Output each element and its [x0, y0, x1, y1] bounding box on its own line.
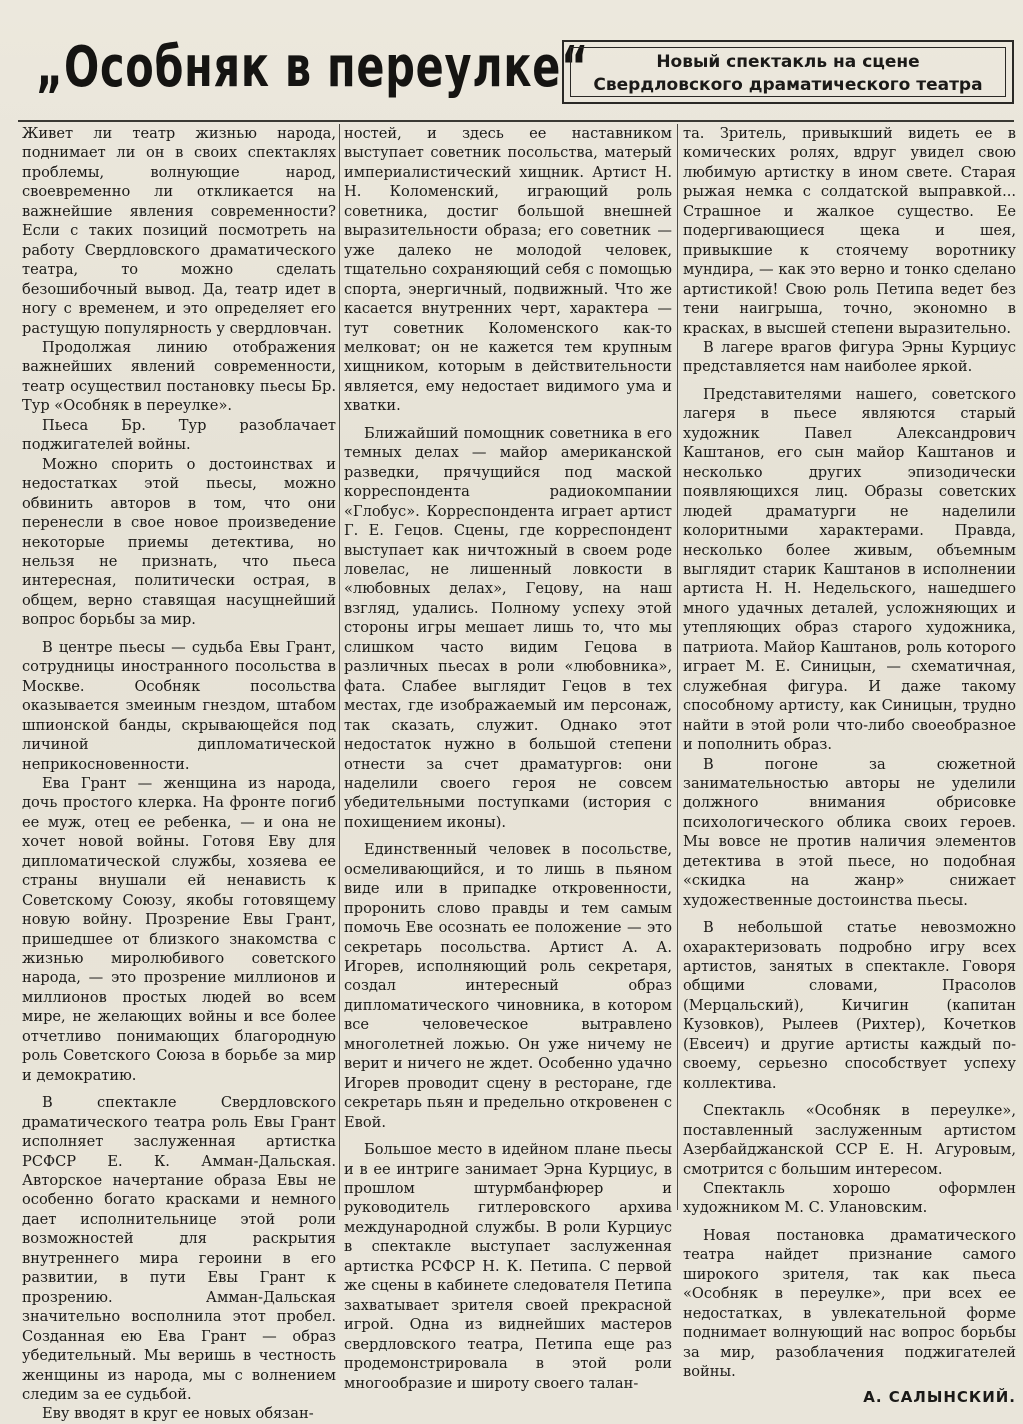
text-column-3: [683, 124, 1016, 1406]
paragraph: В лагере врагов фигура Эрны Курциус представляется нам наиболее яркой.: [683, 338, 1016, 376]
paragraph: Продолжая линию отображения важнейших явлений современности, театр осуществил постановку пьесы Бр. Тур «Особняк в переулке».: [22, 338, 336, 415]
author-signature: А. САЛЫНСКИЙ.: [863, 1387, 1016, 1406]
text-column-2: [344, 124, 672, 1392]
header-rule: [18, 120, 1014, 122]
paragraph: Представителями нашего, советского лагеря в пьесе являются старый художник Павел Александрович Каштанов, его сын майор Каштанов и несколько других эпизодически появляющихся лиц. Образы советских людей драматурги не наделили колоритными характерами. Правда, несколько более живым, объемным выглядит старик Каштанов в исполнении артиста Н. Н. Недельского, нашедшего много удачных деталей, усложняющих и утепляющих образ старого художника, патриота. Майор Каштанов, роль которого играет М. Е. Синицын, — схематичная, служебная фигура. И даже такому способному артисту, как Синицын, трудно найти в этой роли что-либо своеобразное и пополнить образ.: [683, 385, 1016, 754]
paragraph: Ева Грант — женщина из народа, дочь простого клерка. На фронте погиб ее муж, отец ее ребенка, — и она не хочет новой войны. Готовя Еву для дипломатической службы, хозяева ее страны внушали ей ненависть к Советскому Союзу, якобы готовящему новую войну. Прозрение Евы Грант, пришедшее от близкого знакомства с жизнью миролюбивого советского народа, — это прозрение миллионов и миллионов простых людей во всем мире, не желающих войны и все более отчетливо понимающих благородную роль Советского Союза в борьбе за мир и демократию.: [22, 774, 336, 1084]
column-divider: [677, 124, 678, 1210]
paragraph: Большое место в идейном плане пьесы и в ее интриге занимает Эрна Курциус, в прошлом штурмбанфюрер и руководитель гитлеровского архива международной службы. В роли Курциус в спектакле выступает заслуженная артистка РСФСР Н. К. Петипа. С первой же сцены в кабинете следователя Петипа захватывает зрителя своей прекрасной игрой. Одна из виднейших мастеров свердловского театра, Петипа еще раз продемонстрировала в этой роли многообразие и широту своего талан-: [344, 1141, 672, 1392]
paragraph: Ближайший помощник советника в его темных делах — майор американской разведки, прячущийся под маской корреспондента радиокомпании «Глобус». Корреспондента играет артист Г. Е. Гецов. Сцены, где корреспондент выступает как ничтожный в своем роде ловелас, не лишенный ловкости в «любовных делах», Гецову, на наш взгляд, удались. Полному успеху этой стороны игры мешает лишь то, что мы слишком часто видим Гецова в различных пьесах в роли «любовника», фата. Слабее выглядит Гецов в тех местах, где изображаемый им персонаж, так сказать, служит. Однако этот недостаток нужно в большой степени отнести за счет драматургов: они наделили своего героя не совсем убедительными поступками (история с похищением иконы).: [344, 424, 672, 831]
article-headline: „Особняк в переулке“: [36, 35, 590, 100]
paragraph: ностей, и здесь ее наставником выступает советник посольства, матерый империалистический хищник. Артист Н. Н. Коломенский, играющий роль советника, достиг большой внешней выразительности образа; его советник — уже далеко не молодой человек, тщательно сохраняющий себя с помощью спорта, энергичный, подвижный. Что же касается внутренних черт, характера — тут советник Коломенского как-то мелковат; он не кажется тем крупным хищником, которым в действительности является, ему недостает видимого ума и хватки.: [344, 125, 672, 415]
paragraph: Живет ли театр жизнью народа, поднимает ли он в своих спектаклях проблемы, волнующие народ, своевременно ли откликается на важнейшие явления современности? Если с таких позиций посмотреть на работу Свердловского драматического театра, то можно сделать безошибочный вывод. Да, театр идет в ногу с временем, и это определяет его растущую популярность у свердловчан.: [22, 125, 336, 337]
subheadline-box: [562, 40, 1014, 104]
paragraph: В погоне за сюжетной занимательностью авторы не уделили должного внимания обрисовке психологического облика своих героев. Мы вовсе не против наличия элементов детектива в этой пьесе, но подобная «скидка на жанр» снижает художественные достоинства пьесы.: [683, 755, 1016, 909]
paragraph: Новая постановка драматического театра найдет признание самого широкого зрителя, так как пьеса «Особняк в переулке», при всех ее недостатках, в увлекательной форме поднимает волнующий нас вопрос борьбы за мир, разоблачения поджигателей войны.: [683, 1226, 1016, 1381]
paragraph: Единственный человек в посольстве, осмеливающийся, и то лишь в пьяном виде или в припадке откровенности, проронить слово правды и тем самым помочь Еве осознать ее положение — это секретарь посольства. Артист А. А. Игорев, исполняющий роль секретаря, создал интересный образ дипломатического чиновника, в котором все человеческое вытравлено многолетней ложью. Он уже ничему не верит и ничего не ждет. Особенно удачно Игорев проводит сцену в ресторане, где секретарь пьян и предельно откровенен с Евой.: [344, 841, 672, 1131]
paragraph: Можно спорить о достоинствах и недостатках этой пьесы, можно обвинить авторов в том, что они перенесли в свое новое произведение некоторые приемы детектива, но нельзя не признать, что пьеса интересная, политически острая, в общем, верно ставящая насущнейший вопрос борьбы за мир.: [22, 455, 336, 629]
paragraph: Пьеса Бр. Тур разоблачает поджигателей войны.: [22, 416, 336, 454]
paragraph: Еву вводят в круг ее новых обязан-: [42, 1405, 314, 1423]
paragraph: Спектакль «Особняк в переулке», поставленный заслуженным артистом Азербайджанской ССР Е. Н. Агуровым, смотрится с большим интересом.: [683, 1102, 1016, 1178]
column-divider: [339, 124, 340, 1210]
text-column-1: [22, 124, 336, 1423]
paragraph: Спектакль хорошо оформлен художником М. С. Улановским.: [683, 1180, 1016, 1217]
paragraph: В спектакле Свердловского драматического театра роль Евы Грант исполняет заслуженная артистка РСФСР Е. К. Амман-Дальская. Авторское начертание образа Евы не особенно богато красками и немного дает исполнительнице этой роли возможностей для раскрытия внутреннего мира героини в его развитии, в пути Евы Грант к прозрению. Амман-Дальская значительно восполнила этот пробел. Созданная ею Ева Грант — образ убедительный. Мы веришь в честность женщины из народа, мы с волнением следим за ее судьбой.: [22, 1094, 336, 1403]
paragraph: В центре пьесы — судьба Евы Грант, сотрудницы иностранного посольства в Москве. Особняк посольства оказывается змеиным гнездом, штабом шпионской банды, скрывающейся под личиной дипломатической неприкосновенности.: [22, 638, 336, 773]
paragraph: В небольшой статье невозможно охарактеризовать подробно игру всех артистов, занятых в спектакле. Говоря общими словами, Прасолов (Мерцальский), Кичигин (капитан Кузовков), Рылеев (Рихтер), Кочетков (Евсеич) и другие артисты каждый по-своему, серьезно способствует успеху коллектива.: [683, 919, 1016, 1092]
subheadline-line-1: Новый спектакль на сцене: [656, 52, 920, 72]
subheadline-line-2: Свердловского драматического театра: [593, 75, 983, 95]
subheadline-frame: [570, 47, 1006, 97]
paragraph: та. Зритель, привыкший видеть ее в комических ролях, вдруг увидел свою любимую артистку в ином свете. Старая рыжая немка с солдатской выправкой... Страшное и жалкое существо. Ее подергивающиеся щека и шея, привыкшие к стоячему воротнику мундира, — как это верно и тонко сделано артистикой! Свою роль Петипа ведет без тени наигрыша, точно, экономно в красках, в высшей степени выразительно.: [683, 125, 1016, 337]
